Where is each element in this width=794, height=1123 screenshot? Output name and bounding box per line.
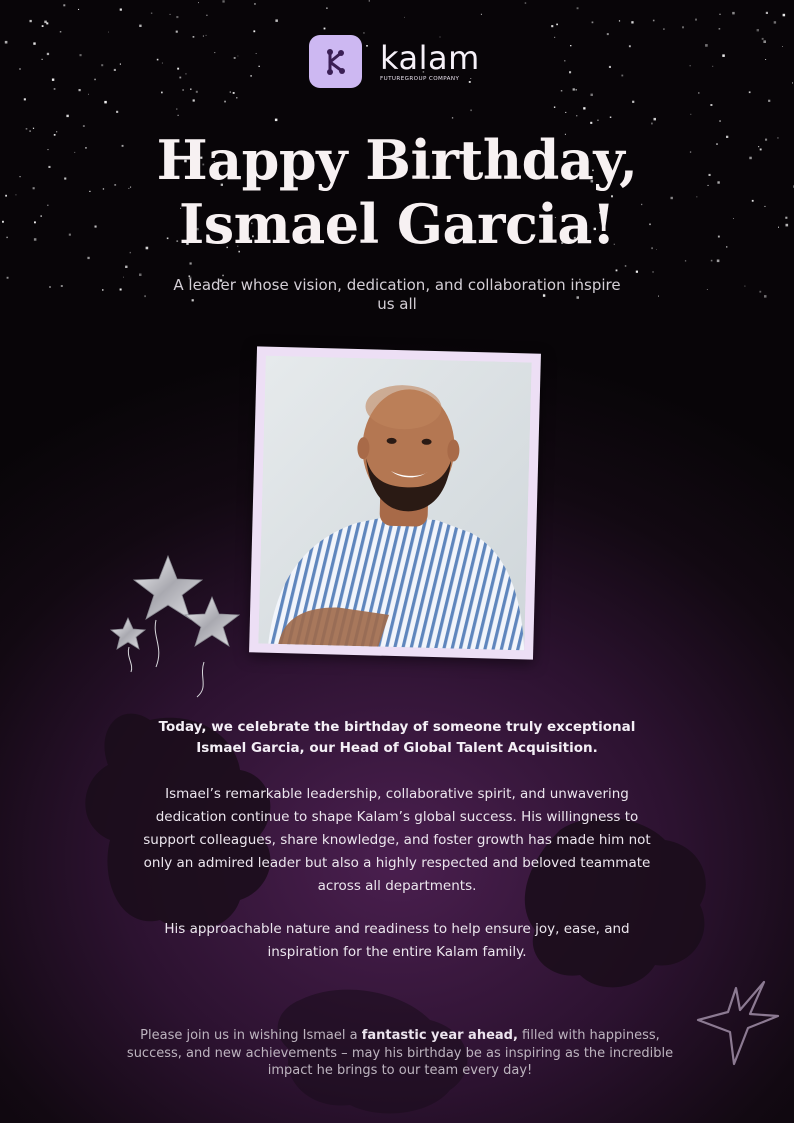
- sparkle-dot: [193, 99, 195, 101]
- sparkle-dot: [404, 17, 405, 18]
- sparkle-dot: [712, 66, 713, 67]
- sparkle-dot: [763, 40, 766, 43]
- sparkle-dot: [682, 26, 684, 28]
- sparkle-dot: [179, 77, 181, 79]
- sparkle-dot: [570, 45, 571, 46]
- sparkle-dot: [63, 4, 65, 6]
- kalam-logo-mark: [309, 35, 362, 88]
- sparkle-dot: [363, 32, 364, 33]
- sparkle-dot: [176, 108, 177, 109]
- sparkle-dot: [470, 110, 472, 112]
- sparkle-dot: [783, 14, 786, 16]
- sparkle-dot: [768, 100, 770, 102]
- sparkle-dot: [42, 25, 44, 27]
- sparkle-dot: [275, 19, 278, 22]
- balloon-star-right: [185, 597, 239, 646]
- sparkle-dot: [636, 271, 638, 273]
- sparkle-dot: [554, 37, 555, 38]
- sparkle-dot: [690, 65, 691, 66]
- sparkle-dot: [275, 119, 278, 122]
- sparkle-dot: [250, 75, 251, 76]
- sparkle-dot: [24, 98, 26, 100]
- sparkle-dot: [230, 92, 231, 93]
- sparkle-dot: [707, 289, 708, 290]
- sparkle-dot: [561, 90, 563, 92]
- sparkle-dot: [609, 66, 611, 68]
- message-paragraph-2: His approachable nature and readiness to help ensure joy, ease, and inspiration for the entire Kalam family.: [164, 921, 630, 960]
- sparkle-dot: [178, 115, 179, 116]
- sparkle-dot: [591, 94, 593, 96]
- sparkle-dot: [42, 59, 43, 60]
- sparkle-dot: [183, 89, 184, 90]
- sparkle-dot: [46, 22, 48, 24]
- sparkle-dot: [120, 289, 122, 291]
- sparkle-dot: [732, 12, 735, 15]
- sparkle-dot: [685, 260, 686, 261]
- sparkle-dot: [717, 260, 720, 263]
- sparkle-dot: [30, 20, 32, 22]
- sparkle-dot: [60, 31, 62, 33]
- logo-tagline: FUTUREGROUP COMPANY: [380, 75, 460, 82]
- sparkle-dot: [554, 107, 555, 108]
- sparkle-dot: [592, 22, 594, 24]
- sparkle-dot: [104, 101, 107, 104]
- sparkle-dot: [774, 21, 776, 23]
- sparkle-dot: [206, 15, 207, 16]
- sparkle-dot: [744, 286, 745, 287]
- sparkle-dot: [176, 31, 178, 33]
- sparkle-dot: [616, 270, 618, 272]
- photo-frame: [249, 346, 541, 659]
- sparkle-dot: [87, 257, 89, 259]
- sparkle-dot: [161, 92, 163, 94]
- sparkle-dot: [83, 125, 85, 127]
- sparkle-dot: [224, 101, 226, 103]
- sparkle-dot: [762, 38, 764, 40]
- kalam-logo: [309, 35, 480, 88]
- sparkle-dot: [233, 92, 235, 94]
- sparkle-dot: [80, 54, 82, 56]
- sparkle-dot: [49, 286, 51, 288]
- closing-emphasis: fantastic year ahead,: [361, 1028, 518, 1043]
- message-paragraph-1: Ismael’s remarkable leadership, collaborative spirit, and unwavering dedication continue to shape Kalam’s global success. His willingness to support colleagues, share knowledge, and foster growth has made him not only an admired leader but also a highly respected and beloved teammate across all departments.: [143, 786, 651, 894]
- logo-wordmark: kalam: [380, 38, 480, 77]
- sparkle-dot: [576, 89, 577, 90]
- sparkle-dot: [651, 123, 653, 125]
- sparkle-dot: [583, 107, 585, 109]
- sparkle-dot: [125, 266, 127, 268]
- sparkle-dot: [765, 59, 766, 60]
- closing-text-after: filled with happiness, success, and new achievements – may his birthday be as inspiring as the incredible impact he brings to our team every day!: [126, 1028, 674, 1078]
- sparkle-dot: [757, 29, 759, 31]
- sparkle-dot: [94, 79, 96, 81]
- sparkle-dot: [710, 104, 712, 106]
- sparkle-dot: [719, 14, 720, 15]
- sparkle-dot: [324, 28, 326, 30]
- portrait-photo: [258, 356, 531, 651]
- sparkle-dot: [759, 291, 761, 293]
- sparkle-dot: [52, 79, 54, 81]
- sparkle-dot: [597, 120, 598, 121]
- lead-message: Today, we celebrate the birthday of someone truly exceptional Ismael Garcia, our Head of Global Talent Acquisition.: [158, 719, 636, 756]
- sparkle-dot: [7, 277, 9, 279]
- sparkle-dot: [722, 54, 725, 57]
- sparkle-dot: [610, 117, 612, 119]
- sparkle-dot: [139, 274, 142, 277]
- closing-text-before: Please join us in wishing Ismael a: [140, 1028, 362, 1043]
- sparkle-dot: [102, 289, 104, 291]
- sparkle-dot: [654, 118, 657, 121]
- sparkle-dot: [565, 112, 566, 113]
- sparkle-dot: [203, 36, 204, 37]
- sparkle-dot: [206, 35, 207, 36]
- sparkle-dot: [556, 24, 558, 26]
- sparkle-dot: [652, 271, 654, 273]
- sparkle-dot: [573, 88, 575, 90]
- sparkle-dot: [658, 296, 659, 297]
- sparkle-dot: [196, 91, 198, 93]
- sparkle-dot: [144, 295, 146, 297]
- sparkle-dot: [114, 69, 116, 71]
- sparkle-dot: [61, 285, 63, 287]
- sparkle-dot: [66, 115, 68, 117]
- sparkle-dot: [792, 83, 793, 84]
- sparkle-dot: [214, 52, 215, 53]
- sparkle-dot: [120, 64, 121, 65]
- sparkle-dot: [151, 13, 152, 14]
- balloon-star-small: [111, 618, 145, 649]
- sparkle-dot: [590, 122, 592, 124]
- sparkle-dot: [78, 9, 79, 10]
- sparkle-dot: [705, 44, 708, 47]
- sparkle-dot: [256, 53, 257, 54]
- sparkle-dot: [629, 45, 631, 47]
- sparkle-dot: [619, 20, 620, 21]
- sparkle-dot: [238, 56, 239, 57]
- sparkle-dot: [369, 0, 370, 1]
- decorative-star-icon: [694, 976, 784, 1071]
- sparkle-dot: [157, 59, 159, 61]
- sparkle-dot: [54, 88, 56, 90]
- sparkle-dot: [607, 33, 609, 35]
- page-title: [0, 128, 794, 256]
- sparkle-dot: [621, 75, 623, 77]
- logo-k-icon: [321, 47, 351, 77]
- title-line-1: Happy Birthday,: [156, 128, 638, 192]
- sparkle-dot: [625, 265, 627, 267]
- sparkle-dot: [764, 295, 767, 298]
- sparkle-dot: [47, 53, 49, 55]
- sparkle-dot: [79, 89, 81, 91]
- sparkle-dot: [176, 16, 178, 18]
- subtitle: A leader whose vision, dedication, and collaboration inspire us all: [173, 276, 621, 313]
- sparkle-dot: [576, 115, 577, 116]
- balloon-star-large: [134, 556, 202, 619]
- sparkle-dot: [19, 68, 21, 70]
- sparkle-dot: [254, 3, 256, 4]
- sparkle-dot: [88, 94, 89, 95]
- sparkle-dot: [782, 46, 783, 47]
- sparkle-dot: [663, 28, 665, 30]
- sparkle-dot: [170, 14, 171, 15]
- sparkle-dot: [690, 114, 691, 115]
- sparkle-dot: [551, 25, 553, 27]
- sparkle-dot: [766, 12, 768, 14]
- sparkle-dot: [162, 63, 163, 64]
- sparkle-dot: [120, 9, 122, 11]
- sparkle-dot: [569, 71, 571, 73]
- sparkle-dot: [749, 91, 751, 93]
- sparkle-dot: [116, 111, 118, 113]
- sparkle-dot: [5, 41, 8, 44]
- sparkle-dot: [632, 101, 634, 103]
- title-line-2: Ismael Garcia!: [178, 192, 616, 256]
- sparkle-dot: [653, 20, 655, 22]
- sparkle-dot: [481, 14, 482, 15]
- sparkle-dot: [101, 64, 103, 66]
- sparkle-dot: [234, 57, 236, 59]
- sparkle-dot: [108, 32, 109, 33]
- sparkle-dot: [631, 21, 633, 23]
- sparkle-dot: [719, 28, 721, 30]
- sparkle-dot: [698, 92, 700, 94]
- sparkle-dot: [139, 25, 141, 27]
- sparkle-dot: [190, 89, 191, 90]
- sparkle-dot: [525, 2, 527, 4]
- sparkle-dot: [564, 60, 565, 61]
- sparkle-dot: [123, 277, 124, 278]
- sparkle-dot: [222, 0, 224, 2]
- sparkle-dot: [177, 68, 179, 70]
- sparkle-dot: [190, 262, 192, 264]
- sparkle-dot: [577, 7, 579, 9]
- sparkle-dot: [193, 36, 195, 38]
- sparkle-dot: [253, 30, 255, 32]
- star-balloons: [104, 552, 254, 702]
- sparkle-dot: [185, 73, 186, 74]
- sparkle-dot: [452, 117, 453, 118]
- sparkle-dot: [259, 66, 260, 67]
- sparkle-dot: [711, 260, 713, 262]
- sparkle-dot: [326, 7, 328, 9]
- sparkle-dot: [695, 19, 697, 21]
- sparkle-dot: [198, 2, 199, 3]
- closing-message: [120, 1027, 680, 1080]
- sparkle-dot: [719, 120, 720, 121]
- sparkle-dot: [33, 42, 35, 44]
- sparkle-dot: [236, 97, 238, 99]
